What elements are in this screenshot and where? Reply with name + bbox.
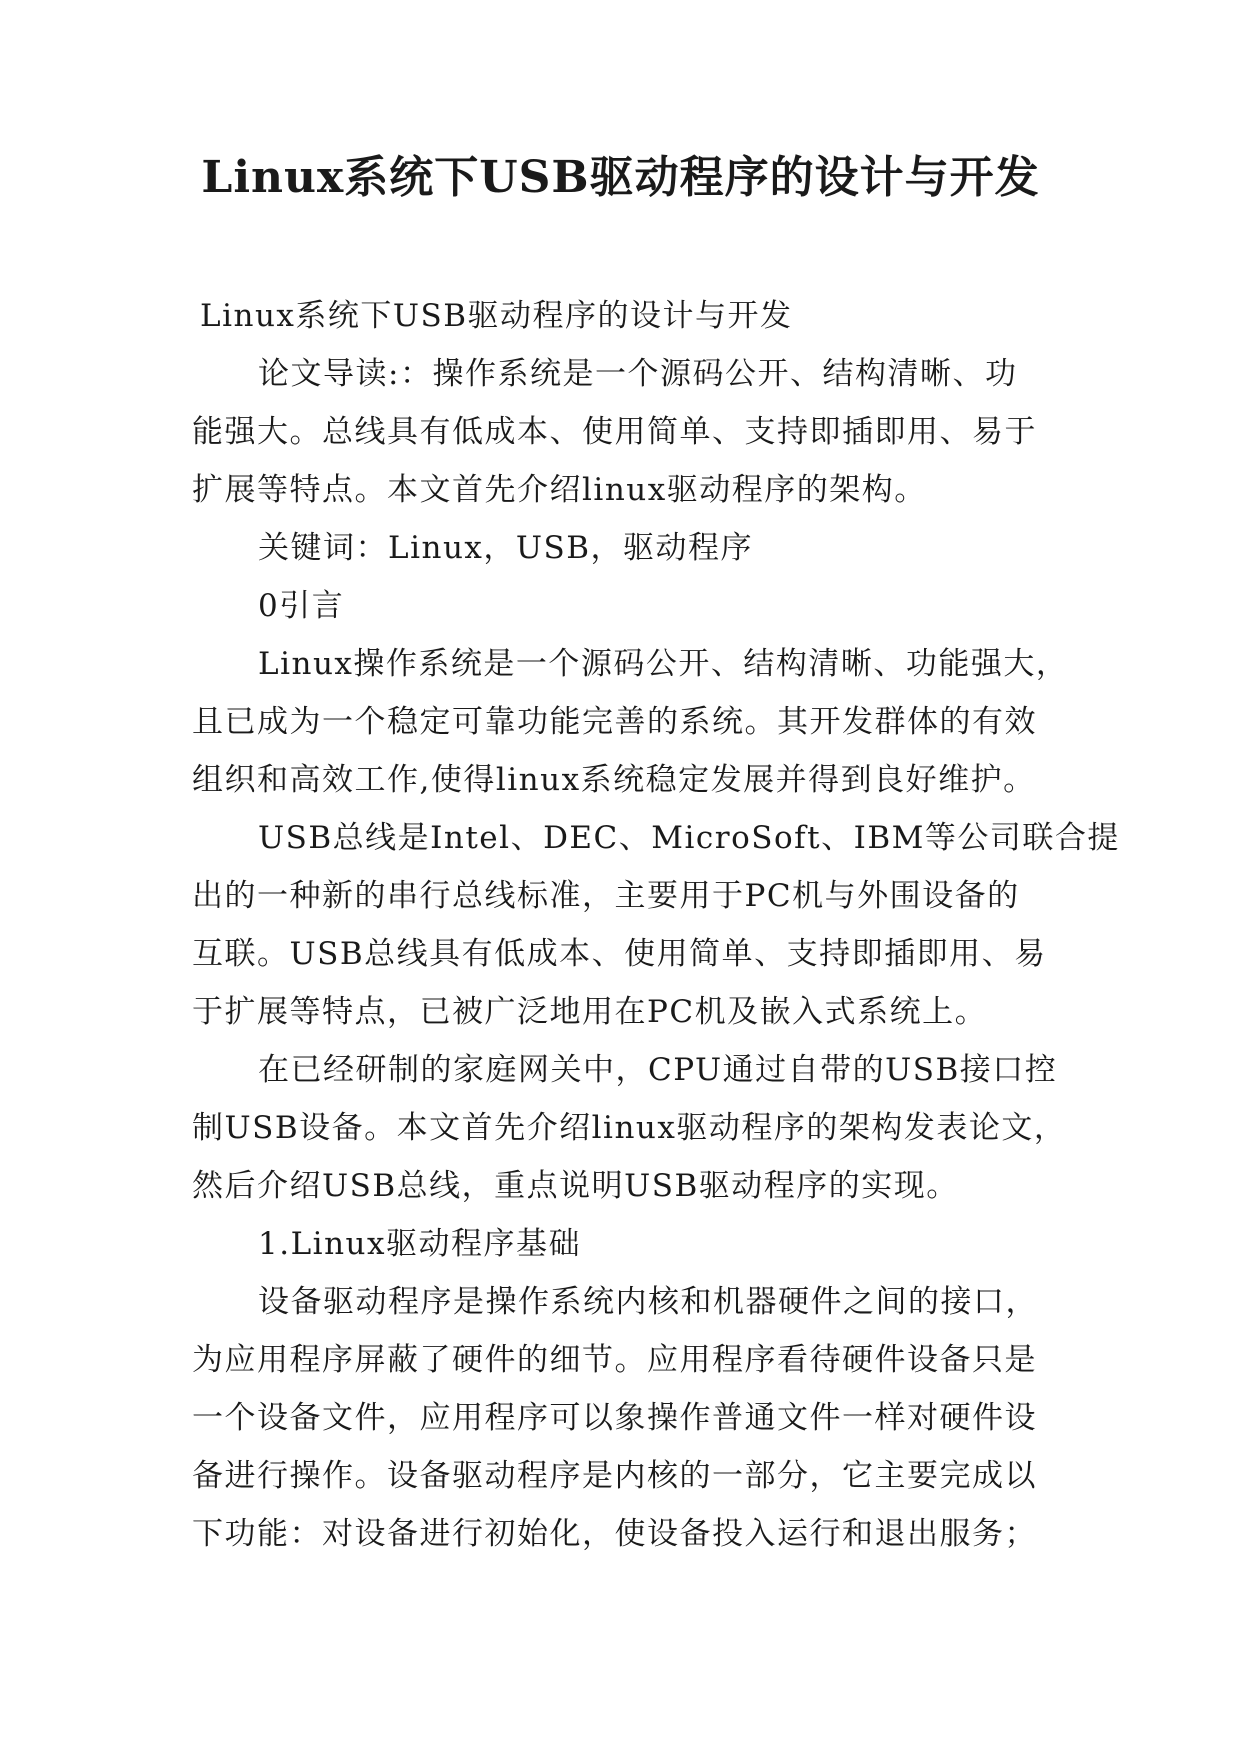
body-line: USB总线是Intel、DEC、MicroSoft、IBM等公司联合提 (258, 820, 1120, 856)
subtitle-line: Linux系统下USB驱动程序的设计与开发 (200, 298, 793, 334)
body-line: 然后介绍USB总线，重点说明USB驱动程序的实现。 (192, 1168, 959, 1204)
keywords-line: 关键词：Linux，USB，驱动程序 (258, 530, 754, 566)
body-line: 制USB设备。本文首先介绍linux驱动程序的架构发表论文， (192, 1110, 1067, 1146)
body-line: 且已成为一个稳定可靠功能完善的系统。其开发群体的有效 (192, 704, 1037, 740)
body-line: 互联。USB总线具有低成本、使用简单、支持即插即用、易 (192, 936, 1047, 972)
body-line: 在已经研制的家庭网关中，CPU通过自带的USB接口控 (258, 1052, 1058, 1088)
body-line: 为应用程序屏蔽了硬件的细节。应用程序看待硬件设备只是 (192, 1342, 1037, 1378)
abstract-line: 扩展等特点。本文首先介绍linux驱动程序的架构。 (192, 472, 927, 508)
body-line: 一个设备文件，应用程序可以象操作普通文件一样对硬件设 (192, 1400, 1037, 1436)
body-line: 备进行操作。设备驱动程序是内核的一部分，它主要完成以 (192, 1458, 1037, 1494)
body-line: 设备驱动程序是操作系统内核和机器硬件之间的接口， (258, 1284, 1038, 1320)
body-line: 出的一种新的串行总线标准，主要用于PC机与外围设备的 (192, 878, 1020, 914)
section-heading-introduction: 0引言 (258, 588, 345, 624)
abstract-line: 能强大。总线具有低成本、使用简单、支持即插即用、易于 (192, 414, 1037, 450)
body-line: 于扩展等特点，已被广泛地用在PC机及嵌入式系统上。 (192, 994, 988, 1030)
body-line: 组织和高效工作,使得linux系统稳定发展并得到良好维护。 (192, 762, 1036, 798)
section-heading-linux-driver-basics: 1.Linux驱动程序基础 (258, 1226, 581, 1262)
body-line: 下功能：对设备进行初始化，使设备投入运行和退出服务； (192, 1516, 1037, 1552)
document-title: Linux系统下USB驱动程序的设计与开发 (201, 152, 1040, 203)
abstract-line: 论文导读:：操作系统是一个源码公开、结构清晰、功 (258, 356, 1018, 392)
body-line: Linux操作系统是一个源码公开、结构清晰、功能强大， (258, 646, 1069, 682)
